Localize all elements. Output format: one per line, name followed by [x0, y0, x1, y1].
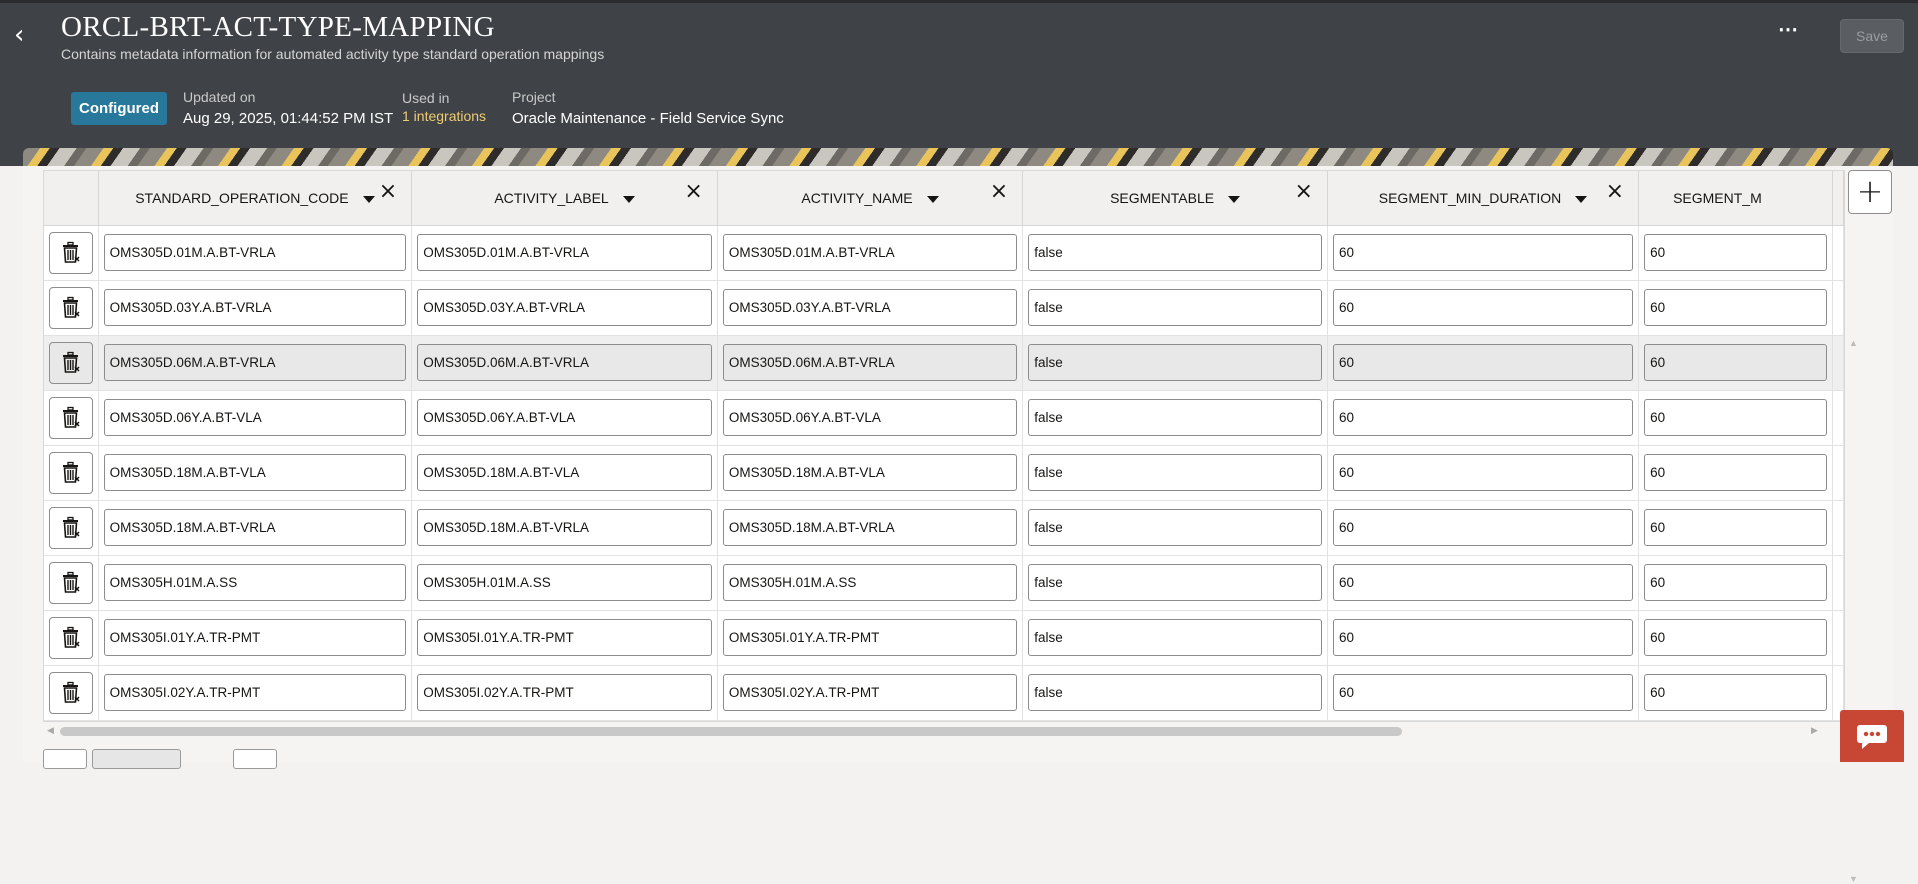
delete-cell	[44, 500, 98, 555]
cell-input[interactable]	[723, 234, 1017, 271]
table-cell	[1023, 225, 1328, 280]
lookup-grid	[43, 170, 1845, 722]
table-cell	[1023, 555, 1328, 610]
table-cell	[717, 610, 1022, 665]
chat-button[interactable]	[1840, 710, 1904, 762]
cell-input[interactable]	[417, 234, 712, 271]
table-cell	[412, 610, 718, 665]
cell-input[interactable]	[723, 454, 1017, 491]
delete-cell	[44, 390, 98, 445]
cell-input[interactable]	[1028, 674, 1322, 711]
table-cell	[1639, 610, 1833, 665]
caret-down-icon[interactable]	[1228, 196, 1240, 203]
table-cell	[98, 225, 412, 280]
table-row	[44, 555, 1844, 610]
column-header	[1327, 171, 1638, 225]
table-cell-overflow	[1833, 610, 1844, 665]
table-header-row	[44, 171, 1844, 225]
table-cell	[717, 390, 1022, 445]
table-cell	[1639, 280, 1833, 335]
table-cell	[1327, 610, 1638, 665]
column-header-label: ACTIVITY_NAME	[801, 189, 913, 206]
chat-bubble-icon	[1856, 722, 1888, 750]
scroll-left-arrow[interactable]: ◀	[47, 725, 54, 735]
footer-button-first[interactable]	[43, 749, 87, 769]
cell-input[interactable]	[1333, 674, 1633, 711]
trash-icon	[61, 462, 81, 484]
close-icon[interactable]: ×	[989, 179, 1009, 204]
cell-input[interactable]	[1644, 564, 1827, 601]
trash-icon	[61, 242, 81, 264]
plus-icon: +	[1856, 172, 1884, 210]
delete-row-button[interactable]	[49, 562, 93, 604]
table-cell-overflow	[1833, 390, 1844, 445]
close-icon[interactable]: ×	[378, 179, 398, 204]
cell-input[interactable]	[1644, 454, 1827, 491]
trash-icon	[61, 352, 81, 374]
table-cell	[1327, 280, 1638, 335]
table-row	[44, 610, 1844, 665]
cell-input[interactable]	[723, 399, 1017, 436]
cell-input[interactable]	[104, 674, 407, 711]
table-cell	[98, 665, 412, 720]
caret-down-icon[interactable]	[1575, 196, 1587, 203]
cell-input[interactable]	[104, 234, 407, 271]
footer-button-second[interactable]	[92, 749, 181, 769]
cell-input[interactable]	[104, 289, 407, 326]
table-cell	[1023, 390, 1328, 445]
table-cell	[717, 500, 1022, 555]
cell-input[interactable]	[104, 509, 407, 546]
table-cell	[98, 555, 412, 610]
cell-input[interactable]	[1333, 619, 1633, 656]
delete-cell	[44, 665, 98, 720]
table-cell	[1327, 665, 1638, 720]
cell-input[interactable]	[723, 674, 1017, 711]
cell-input[interactable]	[417, 564, 712, 601]
delete-row-button[interactable]	[49, 397, 93, 439]
delete-cell	[44, 280, 98, 335]
table-row	[44, 225, 1844, 280]
table-cell-overflow	[1833, 555, 1844, 610]
cell-input[interactable]	[1644, 674, 1827, 711]
chevron-left-icon: ‹	[14, 20, 25, 50]
ellipsis-icon: ⋯	[1778, 19, 1798, 41]
column-header	[98, 171, 412, 225]
cell-input[interactable]	[417, 674, 712, 711]
delete-cell	[44, 555, 98, 610]
table-cell	[1023, 335, 1328, 390]
delete-column-header	[44, 171, 98, 225]
cell-input[interactable]	[1644, 234, 1827, 271]
table-cell	[412, 555, 718, 610]
delete-row-button[interactable]	[49, 617, 93, 659]
save-button[interactable]: Save	[1840, 19, 1904, 53]
cell-input[interactable]	[1644, 289, 1827, 326]
cell-input[interactable]	[1333, 344, 1633, 381]
cell-input[interactable]	[1644, 619, 1827, 656]
column-header-label: ACTIVITY_LABEL	[494, 189, 609, 206]
table-cell	[98, 500, 412, 555]
table-cell	[717, 225, 1022, 280]
trash-icon	[61, 407, 81, 429]
column-header-label: SEGMENT_MIN_DURATION	[1378, 189, 1562, 206]
updated-label: Updated on	[183, 89, 256, 105]
table-cell	[412, 335, 718, 390]
table-cell	[1023, 280, 1328, 335]
horizontal-scrollbar[interactable]	[60, 727, 1402, 736]
column-header-label: STANDARD_OPERATION_CODE	[135, 189, 349, 206]
back-button[interactable]	[14, 21, 36, 49]
table-row	[44, 390, 1844, 445]
table-cell-overflow	[1833, 500, 1844, 555]
used-in-link[interactable]: 1 integrations	[402, 108, 487, 124]
cell-input[interactable]	[417, 399, 712, 436]
delete-cell	[44, 445, 98, 500]
delete-row-button[interactable]	[49, 507, 93, 549]
table-row	[44, 665, 1844, 720]
table-cell	[1639, 555, 1833, 610]
table-cell	[412, 280, 718, 335]
table-cell	[1023, 610, 1328, 665]
table-cell-overflow	[1833, 225, 1844, 280]
cell-input[interactable]	[104, 564, 407, 601]
table-cell	[98, 390, 412, 445]
cell-input[interactable]	[417, 289, 712, 326]
table-cell	[1639, 225, 1833, 280]
cell-input[interactable]	[104, 454, 407, 491]
table-cell	[1639, 445, 1833, 500]
scroll-right-arrow[interactable]: ▶	[1811, 725, 1818, 735]
page-header	[0, 0, 1918, 166]
page-subtitle: Contains metadata information for automated activity type standard operation mappings	[61, 46, 605, 62]
table-row	[44, 500, 1844, 555]
scroll-up-arrow[interactable]: ▲	[1849, 338, 1858, 348]
cell-input[interactable]	[1333, 509, 1633, 546]
trash-icon	[61, 297, 81, 319]
delete-cell	[44, 225, 98, 280]
delete-cell	[44, 610, 98, 665]
delete-cell	[44, 335, 98, 390]
table-cell-overflow	[1833, 280, 1844, 335]
table-cell	[1639, 500, 1833, 555]
table-row	[44, 280, 1844, 335]
table-cell	[412, 500, 718, 555]
cell-input[interactable]	[1333, 289, 1633, 326]
footer-button-third[interactable]	[233, 749, 277, 769]
table-cell	[412, 665, 718, 720]
table-cell	[1327, 335, 1638, 390]
delete-row-button[interactable]	[49, 342, 93, 384]
cell-input[interactable]	[723, 564, 1017, 601]
table-cell	[717, 665, 1022, 720]
table-cell	[717, 555, 1022, 610]
caret-down-icon[interactable]	[623, 196, 635, 203]
cell-input[interactable]	[1644, 344, 1827, 381]
delete-row-button[interactable]	[49, 672, 93, 714]
table-cell	[717, 335, 1022, 390]
cell-input[interactable]	[1333, 234, 1633, 271]
cell-input[interactable]	[417, 454, 712, 491]
cell-input[interactable]	[104, 619, 407, 656]
cell-input[interactable]	[417, 344, 712, 381]
delete-row-button[interactable]	[49, 232, 93, 274]
cell-input[interactable]	[723, 344, 1017, 381]
table-cell-overflow	[1833, 445, 1844, 500]
column-header	[412, 171, 718, 225]
cell-input[interactable]	[1028, 454, 1322, 491]
column-header	[1639, 171, 1833, 225]
table-cell	[1639, 665, 1833, 720]
add-row-button[interactable]	[1848, 170, 1892, 214]
table-cell	[1327, 225, 1638, 280]
cell-input[interactable]	[1028, 619, 1322, 656]
table-cell	[412, 225, 718, 280]
table-cell	[1639, 390, 1833, 445]
cell-input[interactable]	[104, 399, 407, 436]
table-cell	[98, 610, 412, 665]
table-cell	[1327, 555, 1638, 610]
cell-input[interactable]	[1028, 344, 1322, 381]
more-actions-button[interactable]	[1775, 19, 1801, 43]
scroll-down-arrow[interactable]: ▼	[1849, 874, 1858, 884]
cell-input[interactable]	[1333, 454, 1633, 491]
table-row	[44, 445, 1844, 500]
table-cell	[1639, 335, 1833, 390]
cell-input[interactable]	[1028, 509, 1322, 546]
table-cell	[1327, 445, 1638, 500]
project-label: Project	[512, 89, 556, 105]
status-badge: Configured	[71, 92, 167, 125]
cell-input[interactable]	[1333, 564, 1633, 601]
table-cell	[412, 445, 718, 500]
table-row	[44, 335, 1844, 390]
table-cell	[717, 280, 1022, 335]
cell-input[interactable]	[1028, 399, 1322, 436]
cell-input[interactable]	[417, 619, 712, 656]
table-cell	[1023, 665, 1328, 720]
table-cell	[1023, 500, 1328, 555]
column-header-overflow	[1833, 171, 1844, 225]
lookup-table-panel	[23, 166, 1893, 884]
column-header	[1023, 171, 1328, 225]
cell-input[interactable]	[104, 344, 407, 381]
cell-input[interactable]	[1028, 234, 1322, 271]
caret-down-icon[interactable]	[363, 196, 375, 203]
table-cell	[717, 445, 1022, 500]
cell-input[interactable]	[723, 619, 1017, 656]
project-value: Oracle Maintenance - Field Service Sync	[512, 110, 784, 127]
trash-icon	[61, 517, 81, 539]
table-cell	[98, 335, 412, 390]
close-icon[interactable]: ×	[684, 179, 703, 204]
updated-value: Aug 29, 2025, 01:44:52 PM IST	[183, 110, 394, 127]
delete-row-button[interactable]	[49, 452, 93, 494]
trash-icon	[61, 627, 81, 649]
table-cell	[98, 445, 412, 500]
trash-icon	[61, 572, 81, 594]
caret-down-icon[interactable]	[927, 196, 939, 203]
cell-input[interactable]	[417, 509, 712, 546]
cell-input[interactable]	[1644, 509, 1827, 546]
column-header-label: SEGMENTABLE	[1110, 189, 1215, 206]
page-title: ORCL-BRT-ACT-TYPE-MAPPING	[61, 11, 495, 43]
table-cell	[98, 280, 412, 335]
table-cell	[1023, 445, 1328, 500]
column-header-label: SEGMENT_M	[1673, 189, 1762, 206]
table-cell-overflow	[1833, 335, 1844, 390]
cell-input[interactable]	[723, 509, 1017, 546]
close-icon[interactable]: ×	[1605, 179, 1625, 204]
cell-input[interactable]	[1028, 289, 1322, 326]
cell-input[interactable]	[723, 289, 1017, 326]
used-in-label: Used in	[402, 90, 450, 106]
table-cell	[1327, 500, 1638, 555]
close-icon[interactable]: ×	[1294, 179, 1313, 204]
cell-input[interactable]	[1644, 399, 1827, 436]
table-cell	[1327, 390, 1638, 445]
cell-input[interactable]	[1028, 564, 1322, 601]
cell-input[interactable]	[1333, 399, 1633, 436]
table-cell	[412, 390, 718, 445]
column-header	[717, 171, 1022, 225]
delete-row-button[interactable]	[49, 287, 93, 329]
trash-icon	[61, 682, 81, 704]
